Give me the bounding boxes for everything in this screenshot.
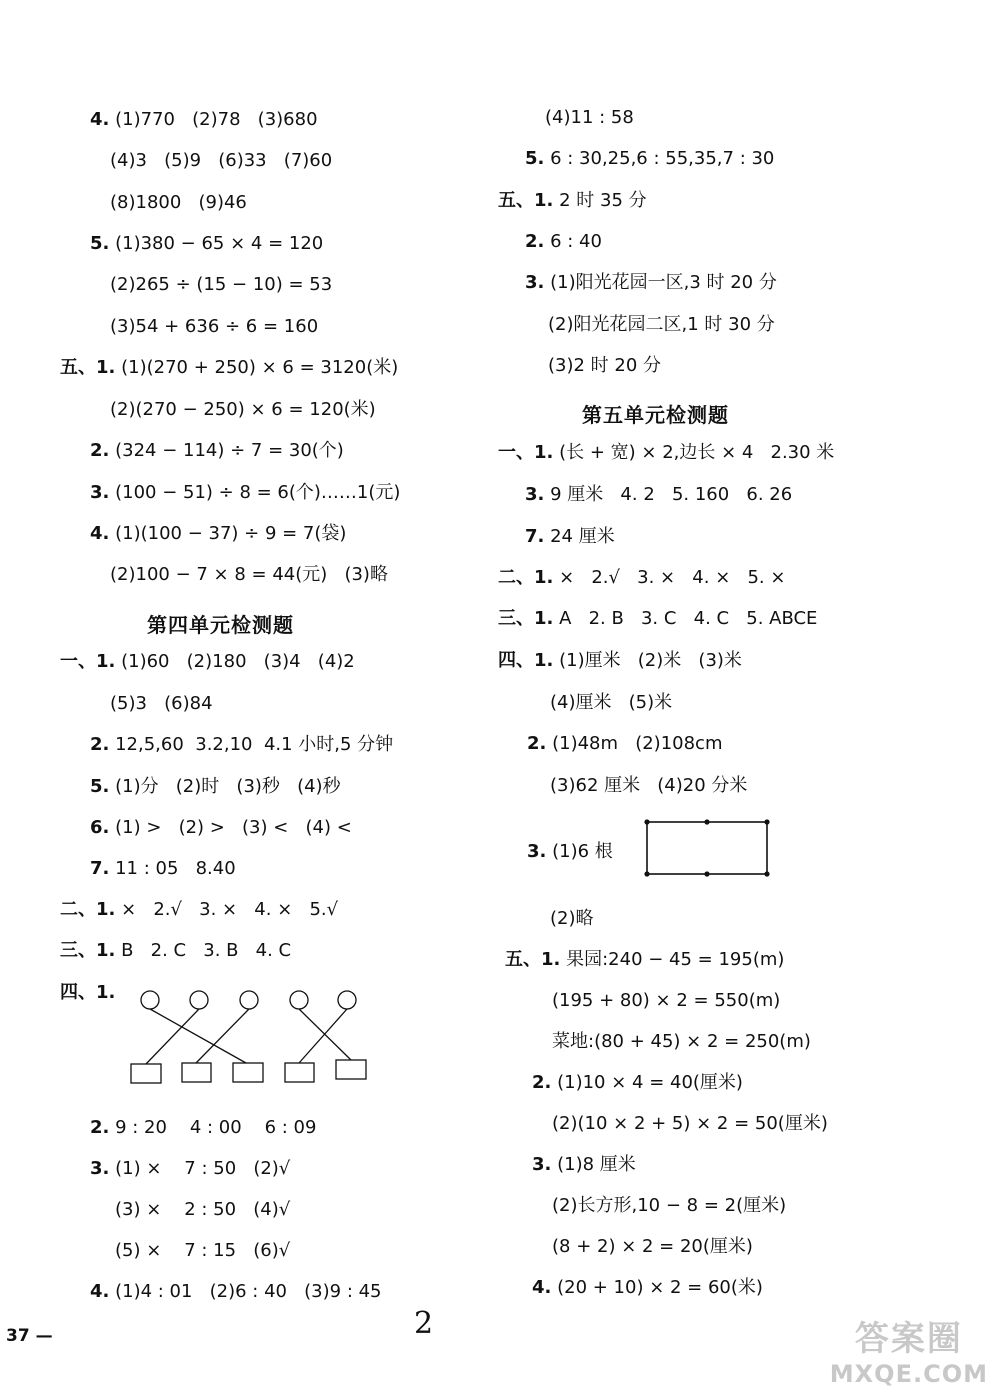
item-number: 3. xyxy=(532,1154,552,1175)
answer-text: (5)3 (6)84 xyxy=(110,693,213,714)
answer-text: A 2. B 3. C 4. C 5. ABCE xyxy=(553,608,818,629)
answer-text: (2)265 ÷ (15 − 10) = 53 xyxy=(110,274,333,295)
item-number: 5. xyxy=(525,148,545,169)
answer-text: (1)4 : 01 (2)6 : 40 (3)9 : 45 xyxy=(109,1281,382,1302)
answer-text: (1)60 (2)180 (3)4 (4)2 xyxy=(115,651,355,672)
answer-text: (长 + 宽) × 2,边长 × 4 2.30 米 xyxy=(553,442,835,463)
answer-text: 24 厘米 xyxy=(544,526,615,547)
item-number: 四、1. xyxy=(60,982,116,1003)
answer-text: 6 : 40 xyxy=(544,231,602,252)
item-number: 5. xyxy=(90,233,110,254)
answer-text: (100 − 51) ÷ 8 = 6(个)……1(元) xyxy=(109,482,401,503)
answer-text: 菜地:(80 + 45) × 2 = 250(m) xyxy=(552,1031,811,1052)
item-number: 四、1. xyxy=(498,650,554,671)
answer-text: (1)770 (2)78 (3)680 xyxy=(109,109,318,130)
answer-text: (2)长方形,10 − 8 = 2(厘米) xyxy=(552,1195,787,1216)
item-number: 一、1. xyxy=(60,651,116,672)
item-number: 五、1. xyxy=(498,190,554,211)
answer-text: (1)380 − 65 × 4 = 120 xyxy=(109,233,324,254)
answer-text: 2 时 35 分 xyxy=(553,190,647,211)
item-number: 4. xyxy=(90,1281,110,1302)
answer-text: (195 + 80) × 2 = 550(m) xyxy=(552,990,781,1011)
answer-text: 11 : 05 8.40 xyxy=(109,858,236,879)
answer-text: B 2. C 3. B 4. C xyxy=(115,940,292,961)
item-number: 6. xyxy=(90,817,110,838)
answer-text: (5) × 7 : 15 (6)√ xyxy=(115,1240,291,1261)
item-number: 三、1. xyxy=(498,608,554,629)
answer-text: 9 : 20 4 : 00 6 : 09 xyxy=(109,1117,317,1138)
answer-text: (1)(270 + 250) × 6 = 3120(米) xyxy=(115,357,399,378)
item-number: 2. xyxy=(90,1117,110,1138)
item-number: 7. xyxy=(525,526,545,547)
item-number: 7. xyxy=(90,858,110,879)
answer-text: (2)阳光花园二区,1 时 30 分 xyxy=(548,314,775,335)
answer-text: (2)(270 − 250) × 6 = 120(米) xyxy=(110,399,376,420)
item-number: 三、1. xyxy=(60,940,116,961)
unit5-heading: 第五单元检测题 xyxy=(582,403,729,427)
answer-text: 9 厘米 4. 2 5. 160 6. 26 xyxy=(544,484,793,505)
item-number: 4. xyxy=(90,523,110,544)
answer-text: (4)厘米 (5)米 xyxy=(550,692,673,713)
item-number: 3. xyxy=(90,1158,110,1179)
answer-text: (4)11 : 58 xyxy=(545,107,634,128)
item-number: 2. xyxy=(90,440,110,461)
answer-text: (1) > (2) > (3) < (4) < xyxy=(109,817,352,838)
item-number: 4. xyxy=(532,1277,552,1298)
answer-text: (1)8 厘米 xyxy=(551,1154,636,1175)
answer-text: (1)(100 − 37) ÷ 9 = 7(袋) xyxy=(109,523,347,544)
item-number: 4. xyxy=(90,109,110,130)
item-number: 5. xyxy=(90,776,110,797)
unit4-heading: 第四单元检测题 xyxy=(147,613,294,637)
answer-text: (3) × 2 : 50 (4)√ xyxy=(115,1199,291,1220)
answer-text: 6 : 30,25,6 : 55,35,7 : 30 xyxy=(544,148,775,169)
page-number: 37 — xyxy=(6,1326,53,1346)
watermark-logo: 答案圈 MXQE.COM xyxy=(829,1319,988,1388)
answer-text: (3)62 厘米 (4)20 分米 xyxy=(550,775,748,796)
answer-text: (4)3 (5)9 (6)33 (7)60 xyxy=(110,150,333,171)
item-number: 3. xyxy=(525,272,545,293)
answer-text: (20 + 10) × 2 = 60(米) xyxy=(551,1277,763,1298)
item-number: 2. xyxy=(527,733,547,754)
item-number: 五、1. xyxy=(60,357,116,378)
answer-text: (1)阳光花园一区,3 时 20 分 xyxy=(544,272,777,293)
item-number: 2. xyxy=(90,734,110,755)
answer-text: (8)1800 (9)46 xyxy=(110,192,247,213)
answer-text: (1)10 × 4 = 40(厘米) xyxy=(551,1072,743,1093)
answer-text: (2)略 xyxy=(550,908,594,929)
item-number: 五、1. xyxy=(505,949,561,970)
answer-text: × 2.√ 3. × 4. × 5.√ xyxy=(115,899,339,920)
answer-text: (8 + 2) × 2 = 20(厘米) xyxy=(552,1236,753,1257)
answer-text: (2)100 − 7 × 8 = 44(元) (3)略 xyxy=(110,564,388,585)
answer-text: (1)分 (2)时 (3)秒 (4)秒 xyxy=(109,776,341,797)
answer-text: (1)厘米 (2)米 (3)米 xyxy=(553,650,742,671)
answer-text: (2)(10 × 2 + 5) × 2 = 50(厘米) xyxy=(552,1113,828,1134)
answer-text: (3)54 + 636 ÷ 6 = 160 xyxy=(110,316,319,337)
handwritten-mark: 2 xyxy=(414,1306,434,1341)
item-number: 2. xyxy=(525,231,545,252)
item-number: 二、1. xyxy=(498,567,554,588)
item-number: 一、1. xyxy=(498,442,554,463)
item-number: 2. xyxy=(532,1072,552,1093)
item-number: 3. xyxy=(525,484,545,505)
answer-text: (3)2 时 20 分 xyxy=(548,355,662,376)
answer-text: (324 − 114) ÷ 7 = 30(个) xyxy=(109,440,344,461)
answer-text: 果园:240 − 45 = 195(m) xyxy=(560,949,785,970)
answer-text: (1)6 根 xyxy=(546,841,613,862)
item-number: 3. xyxy=(90,482,110,503)
answer-text: (1) × 7 : 50 (2)√ xyxy=(109,1158,291,1179)
answer-text: 12,5,60 3.2,10 4.1 小时,5 分钟 xyxy=(109,734,394,755)
item-number: 二、1. xyxy=(60,899,116,920)
item-number: 3. xyxy=(527,841,547,862)
answer-text: × 2.√ 3. × 4. × 5. × xyxy=(553,567,786,588)
answer-text: (1)48m (2)108cm xyxy=(546,733,723,754)
